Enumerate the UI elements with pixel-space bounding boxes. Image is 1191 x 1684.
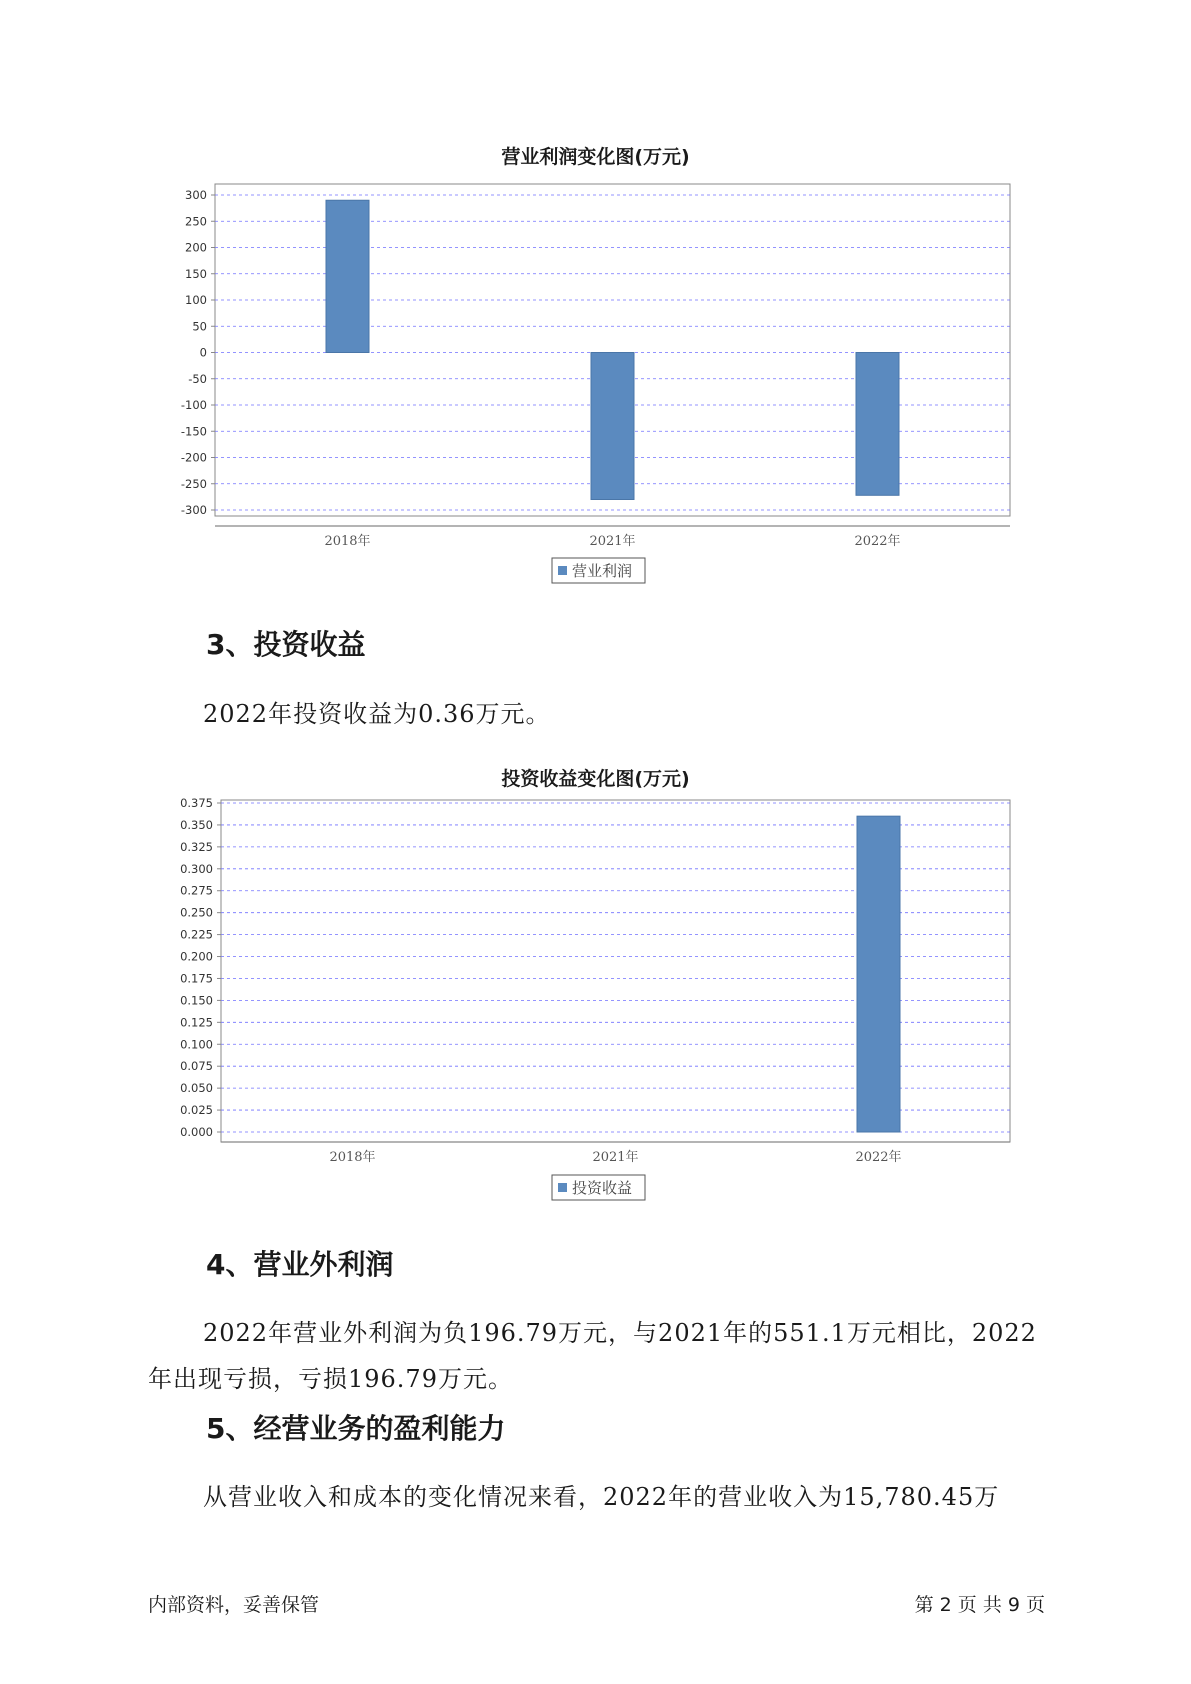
legend-label: 营业利润 xyxy=(572,562,633,580)
footer-confidential-note: 内部资料，妥善保管 xyxy=(148,1594,320,1616)
y-tick-label: 0.325 xyxy=(180,839,213,854)
bar xyxy=(591,353,634,500)
y-tick-label: 300 xyxy=(185,188,207,202)
y-tick-label: 150 xyxy=(185,266,207,281)
y-tick-label: -100 xyxy=(180,398,207,412)
investment-income-text: 2022年投资收益为0.36万元。 xyxy=(203,700,551,728)
y-tick-label: 0.300 xyxy=(180,861,213,876)
x-tick-label: 2018年 xyxy=(329,1150,376,1165)
y-tick-label: 0.350 xyxy=(180,817,213,832)
bar xyxy=(857,816,900,1132)
legend-label: 投资收益 xyxy=(572,1179,633,1197)
y-tick-label: 0.275 xyxy=(180,883,213,898)
y-tick-label: 0.000 xyxy=(180,1125,213,1139)
y-tick-label: 0.050 xyxy=(180,1081,213,1096)
chart-title-operating-profit: 营业利润变化图(万元) xyxy=(501,146,690,168)
y-tick-label: 0 xyxy=(199,345,207,360)
y-tick-label: 0.075 xyxy=(180,1059,213,1074)
footer-page-number: 第 2 页 共 9 页 xyxy=(914,1594,1045,1616)
y-tick-label: 0.225 xyxy=(180,927,213,942)
investment-income-chart xyxy=(0,790,1191,1210)
y-tick-label: -150 xyxy=(180,424,207,439)
section-heading-profitability: 5、经营业务的盈利能力 xyxy=(206,1412,506,1445)
y-tick-label: -50 xyxy=(188,371,207,386)
profitability-text-line1: 从营业收入和成本的变化情况来看，2022年的营业收入为15,780.45万 xyxy=(203,1483,1000,1511)
y-tick-label: 100 xyxy=(185,293,207,307)
bar xyxy=(326,200,369,352)
y-tick-label: 0.200 xyxy=(180,949,213,964)
y-tick-label: 0.125 xyxy=(180,1015,213,1030)
x-tick-label: 2021年 xyxy=(589,534,636,549)
y-tick-label: 50 xyxy=(192,319,207,334)
y-tick-label: -300 xyxy=(180,503,207,517)
y-tick-label: 0.100 xyxy=(180,1037,213,1052)
y-tick-label: 200 xyxy=(185,240,207,255)
legend-swatch xyxy=(558,1183,567,1192)
x-tick-label: 2018年 xyxy=(324,534,371,549)
section-heading-investment-income: 3、投资收益 xyxy=(206,628,366,661)
operating-profit-chart xyxy=(0,170,1191,590)
x-tick-label: 2021年 xyxy=(592,1150,639,1165)
non-operating-text-line2: 年出现亏损，亏损196.79万元。 xyxy=(148,1365,513,1393)
y-tick-label: 0.250 xyxy=(180,905,213,920)
y-tick-label: 250 xyxy=(185,214,207,229)
x-tick-label: 2022年 xyxy=(854,534,901,549)
y-tick-label: -200 xyxy=(180,450,207,465)
y-tick-label: 0.150 xyxy=(180,993,213,1008)
y-tick-label: 0.025 xyxy=(180,1103,213,1118)
section-heading-non-operating-profit: 4、营业外利润 xyxy=(206,1248,394,1281)
bar xyxy=(856,353,899,496)
x-tick-label: 2022年 xyxy=(855,1150,902,1165)
y-tick-label: 0.175 xyxy=(180,971,213,986)
y-tick-label: -250 xyxy=(180,476,207,491)
legend-swatch xyxy=(558,566,567,575)
y-tick-label: 0.375 xyxy=(180,796,213,810)
non-operating-text-line1: 2022年营业外利润为负196.79万元，与2021年的551.1万元相比，2022 xyxy=(203,1319,1037,1347)
chart-title-investment-income: 投资收益变化图(万元) xyxy=(501,768,690,790)
